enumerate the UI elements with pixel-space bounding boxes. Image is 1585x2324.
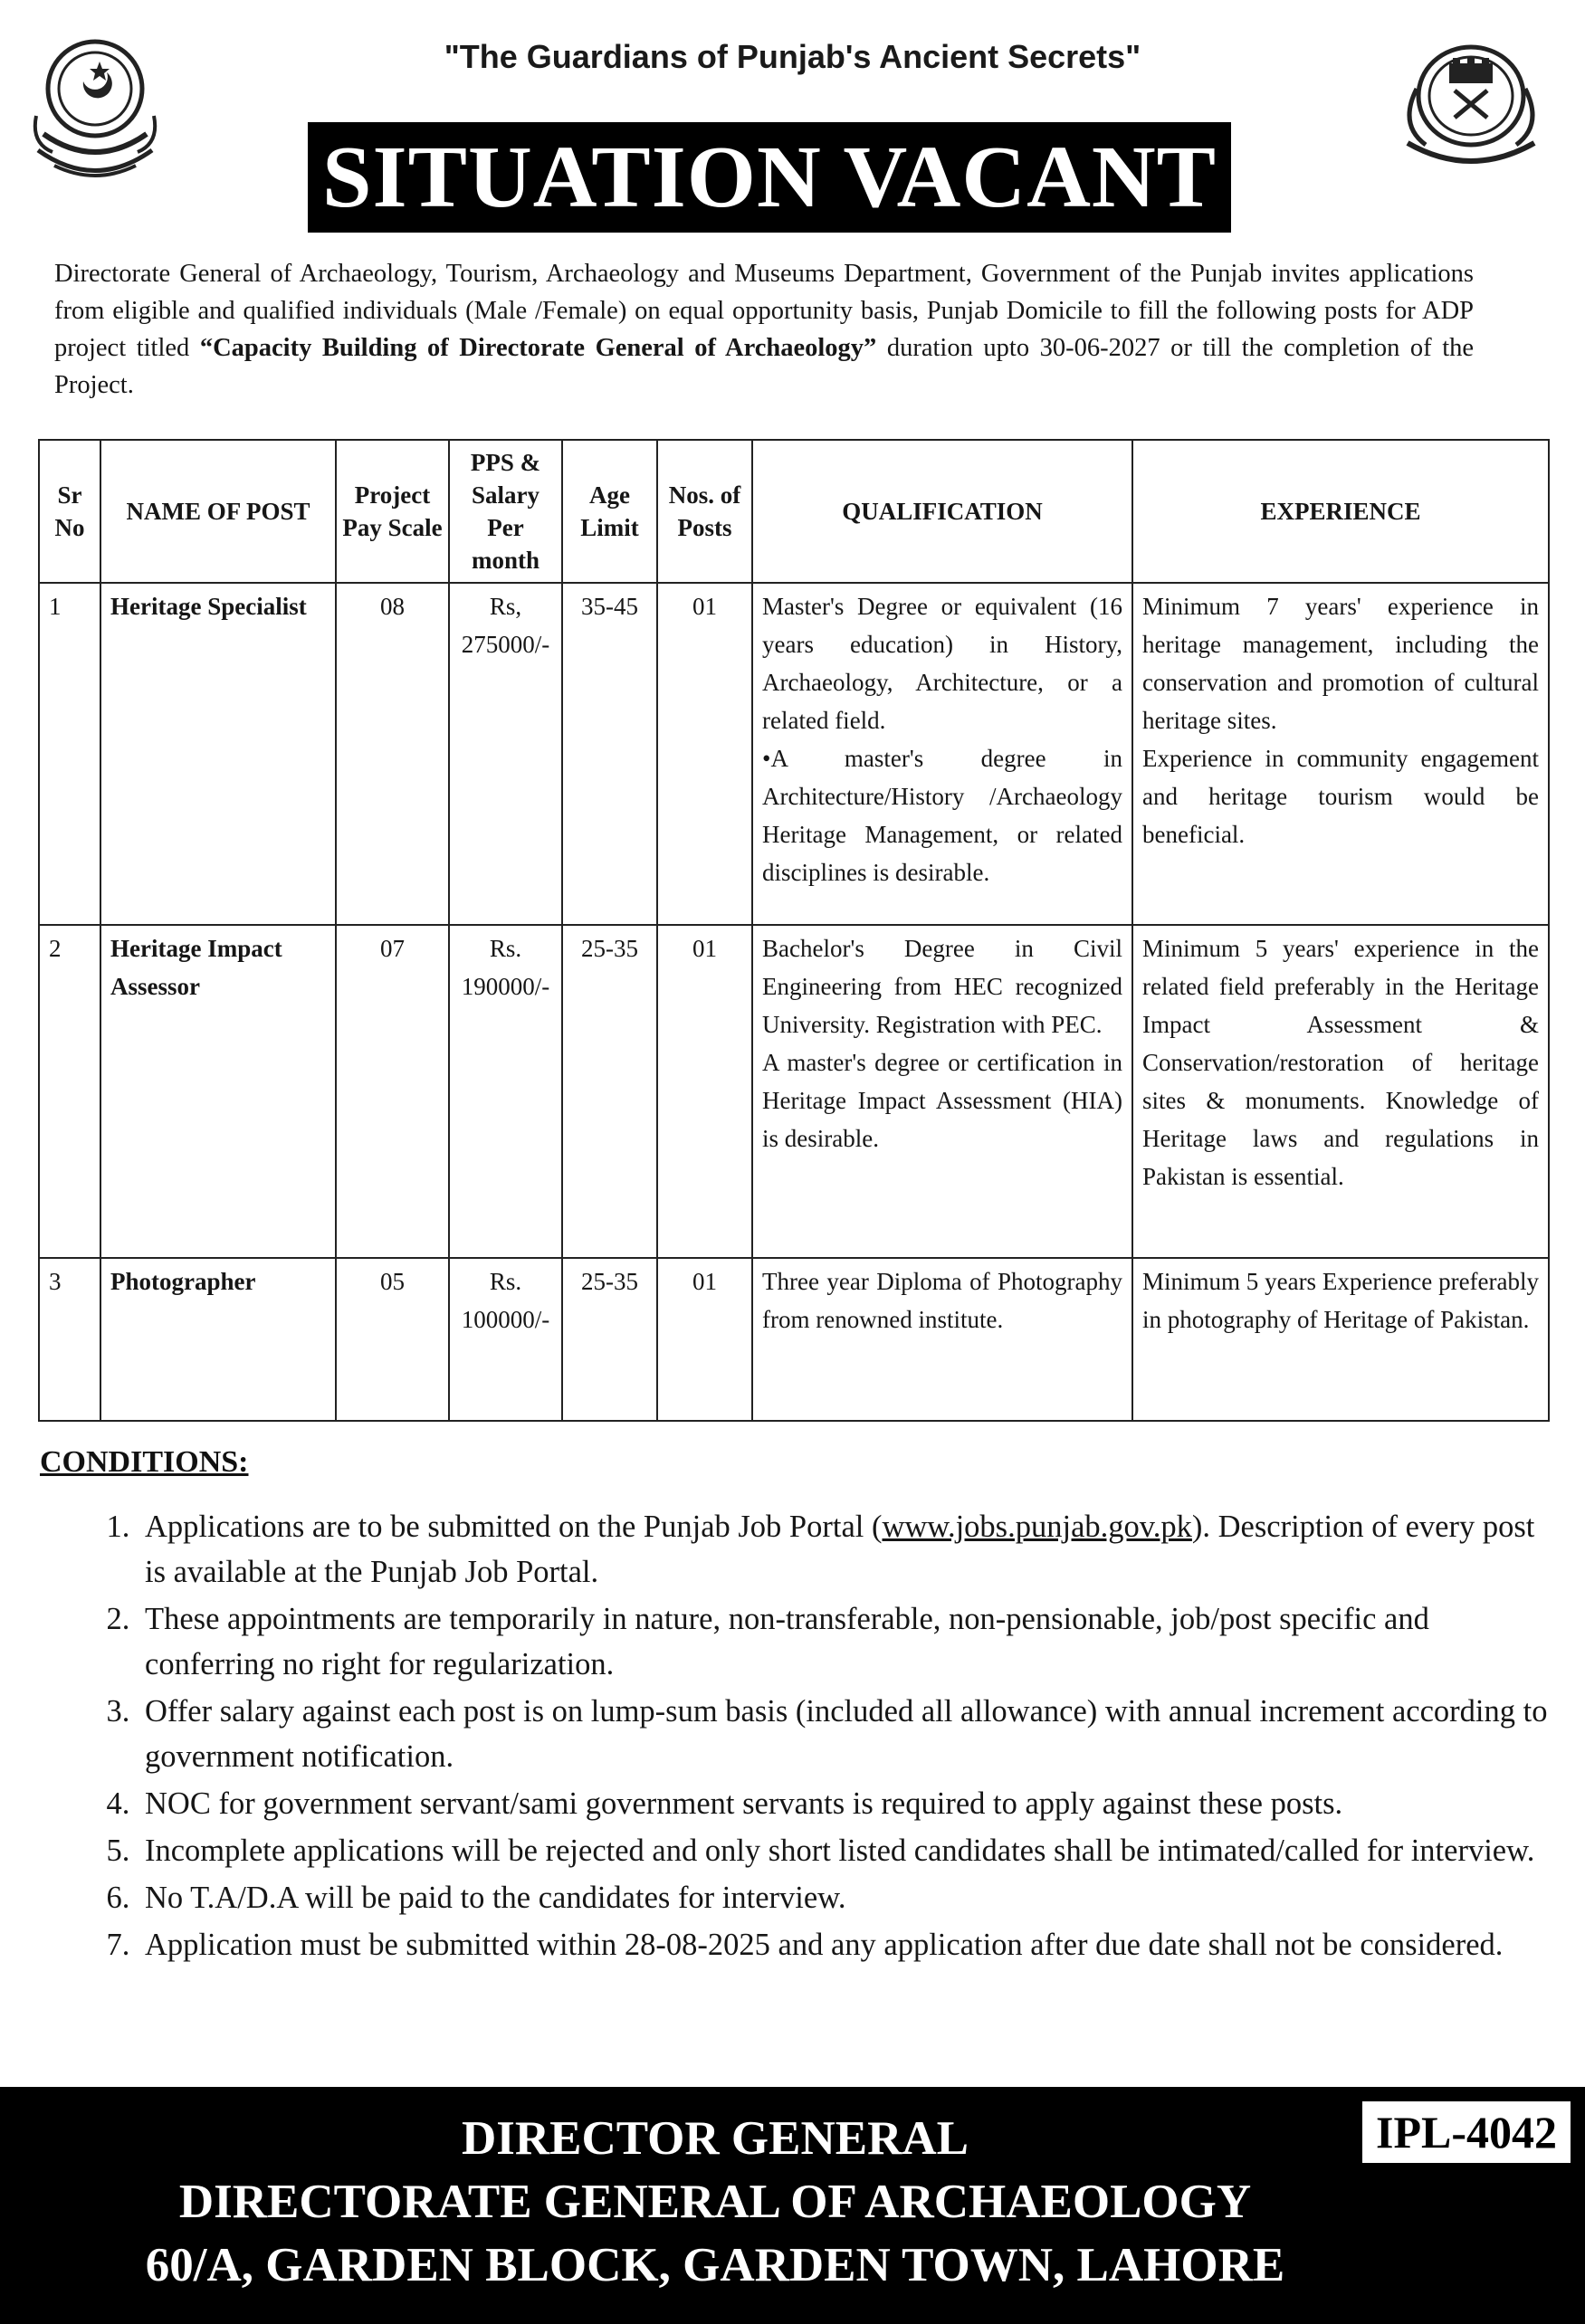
cell-qualification <box>752 925 1132 1258</box>
intro-text-part2: duration upto 30-06-2027 or till the completion of the Project. <box>54 334 1475 399</box>
qualification-text: Three year Diploma of Photography from renowned institute. <box>762 1268 1122 1333</box>
cell-nos-of-posts: 01 <box>657 1258 752 1421</box>
table-row <box>39 1258 1549 1421</box>
header-age-limit: Age Limit <box>562 440 657 583</box>
cell-sr: 2 <box>39 925 100 1258</box>
footer-address: 60/A, GARDEN BLOCK, GARDEN TOWN, LAHORE <box>145 2239 1285 2291</box>
cell-post-name: Heritage Specialist <box>100 583 336 925</box>
intro-project-title: “Capacity Building of Directorate General of Archaeology” <box>199 334 877 362</box>
cell-experience <box>1132 1258 1549 1421</box>
header-name-of-post: NAME OF POST <box>100 440 336 583</box>
condition-item: 5. Incomplete applications will be rejected and only short listed candidates shall be intimated/called for interview. <box>138 1828 1559 1873</box>
cell-nos-of-posts: 01 <box>657 925 752 1258</box>
conditions-list <box>63 1504 1559 1969</box>
cell-pay-scale: 05 <box>336 1258 449 1421</box>
cell-post-name: Photographer <box>100 1258 336 1421</box>
ipl-code-badge: IPL-4042 <box>1362 2101 1571 2163</box>
cell-age-limit: 35-45 <box>562 583 657 925</box>
header-salary: PPS & Salary Per month <box>449 440 562 583</box>
condition-item: 6. No T.A/D.A will be paid to the candidates for interview. <box>138 1875 1559 1920</box>
footer-banner <box>0 2087 1585 2324</box>
footer-directorate-name: DIRECTORATE GENERAL OF ARCHAEOLOGY <box>178 2176 1252 2228</box>
cell-salary: Rs. 190000/- <box>449 925 562 1258</box>
page-title: SITUATION VACANT <box>308 122 1231 233</box>
cell-sr: 1 <box>39 583 100 925</box>
condition-item: 7. Application must be submitted within 28-08-2025 and any application after due date shall not be considered. <box>138 1922 1559 1967</box>
condition-item: 3. Offer salary against each post is on lump-sum basis (included all allowance) with annual increment according to government notification. <box>138 1689 1559 1779</box>
condition-item: 4. NOC for government servant/sami government servants is required to apply against these posts. <box>138 1781 1559 1826</box>
posts-table <box>38 439 1550 1422</box>
condition-item: 2. These appointments are temporarily in nature, non-transferable, non-pensionable, job/post specific and conferring no right for regularization. <box>138 1596 1559 1687</box>
cell-qualification <box>752 583 1132 925</box>
intro-text-part1: Directorate General of Archaeology, Tourism, Archaeology and Museums Department, Government of the Punjab invites applications from eligible and qualified individuals (Male /Female) on equal opportunity basis, Punjab Domicile to fill the following posts for ADP project titled <box>54 260 1474 362</box>
header-experience: EXPERIENCE <box>1132 440 1549 583</box>
header-qualification: QUALIFICATION <box>752 440 1132 583</box>
experience-text: Minimum 7 years' experience in heritage management, including the conservation and promotion of cultural heritage sites. <box>1142 593 1539 734</box>
cell-experience <box>1132 583 1549 925</box>
cell-post-name: Heritage Impact Assessor <box>100 925 336 1258</box>
experience-text: Minimum 5 years Experience preferably in photography of Heritage of Pakistan. <box>1142 1268 1539 1333</box>
condition-1-text-pre: Applications are to be submitted on the Punjab Job Portal ( <box>145 1510 883 1544</box>
footer-address-block <box>118 2107 1313 2297</box>
cell-nos-of-posts: 01 <box>657 583 752 925</box>
header-nos-of-posts: Nos. of Posts <box>657 440 752 583</box>
cell-age-limit: 25-35 <box>562 925 657 1258</box>
table-row <box>39 925 1549 1258</box>
cell-experience <box>1132 925 1549 1258</box>
tagline: "The Guardians of Punjab's Ancient Secrets" <box>444 38 1141 75</box>
qualification-extra-text: •A master's degree in Architecture/History /Archaeology Heritage Management, or related disciplines is desirable. <box>762 745 1122 886</box>
cell-qualification <box>752 1258 1132 1421</box>
condition-1-text-post: ). Description of every post is available at the Punjab Job Portal. <box>145 1510 1535 1589</box>
footer-director-general: DIRECTOR GENERAL <box>461 2112 969 2165</box>
qualification-text: Master's Degree or equivalent (16 years education) in History, Archaeology, Architecture, or a related field. <box>762 593 1122 734</box>
cell-salary: Rs. 100000/- <box>449 1258 562 1421</box>
cell-pay-scale: 08 <box>336 583 449 925</box>
experience-extra-text: Experience in community engagement and heritage tourism would be beneficial. <box>1142 745 1539 848</box>
header-pay-scale: Project Pay Scale <box>336 440 449 583</box>
job-portal-link[interactable]: www.jobs.punjab.gov.pk <box>882 1510 1192 1544</box>
cell-age-limit: 25-35 <box>562 1258 657 1421</box>
cell-pay-scale: 07 <box>336 925 449 1258</box>
table-header-row <box>39 440 1549 583</box>
qualification-extra-text: A master's degree or certification in Heritage Impact Assessment (HIA) is desirable. <box>762 1049 1122 1152</box>
cell-sr: 3 <box>39 1258 100 1421</box>
conditions-title: CONDITIONS: <box>40 1445 249 1479</box>
intro-paragraph <box>54 255 1474 404</box>
condition-item <box>138 1504 1559 1595</box>
experience-text: Minimum 5 years' experience in the related field preferably in the Heritage Impact Assessment & Conservation/restoration of heritage sites & monuments. Knowledge of Heritage laws and regulations in Pakistan is essential. <box>1142 935 1539 1190</box>
cell-salary: Rs, 275000/- <box>449 583 562 925</box>
qualification-text: Bachelor's Degree in Civil Engineering from HEC recognized University. Registration with PEC. <box>762 935 1122 1038</box>
table-row <box>39 583 1549 925</box>
header-sr-no: Sr No <box>39 440 100 583</box>
